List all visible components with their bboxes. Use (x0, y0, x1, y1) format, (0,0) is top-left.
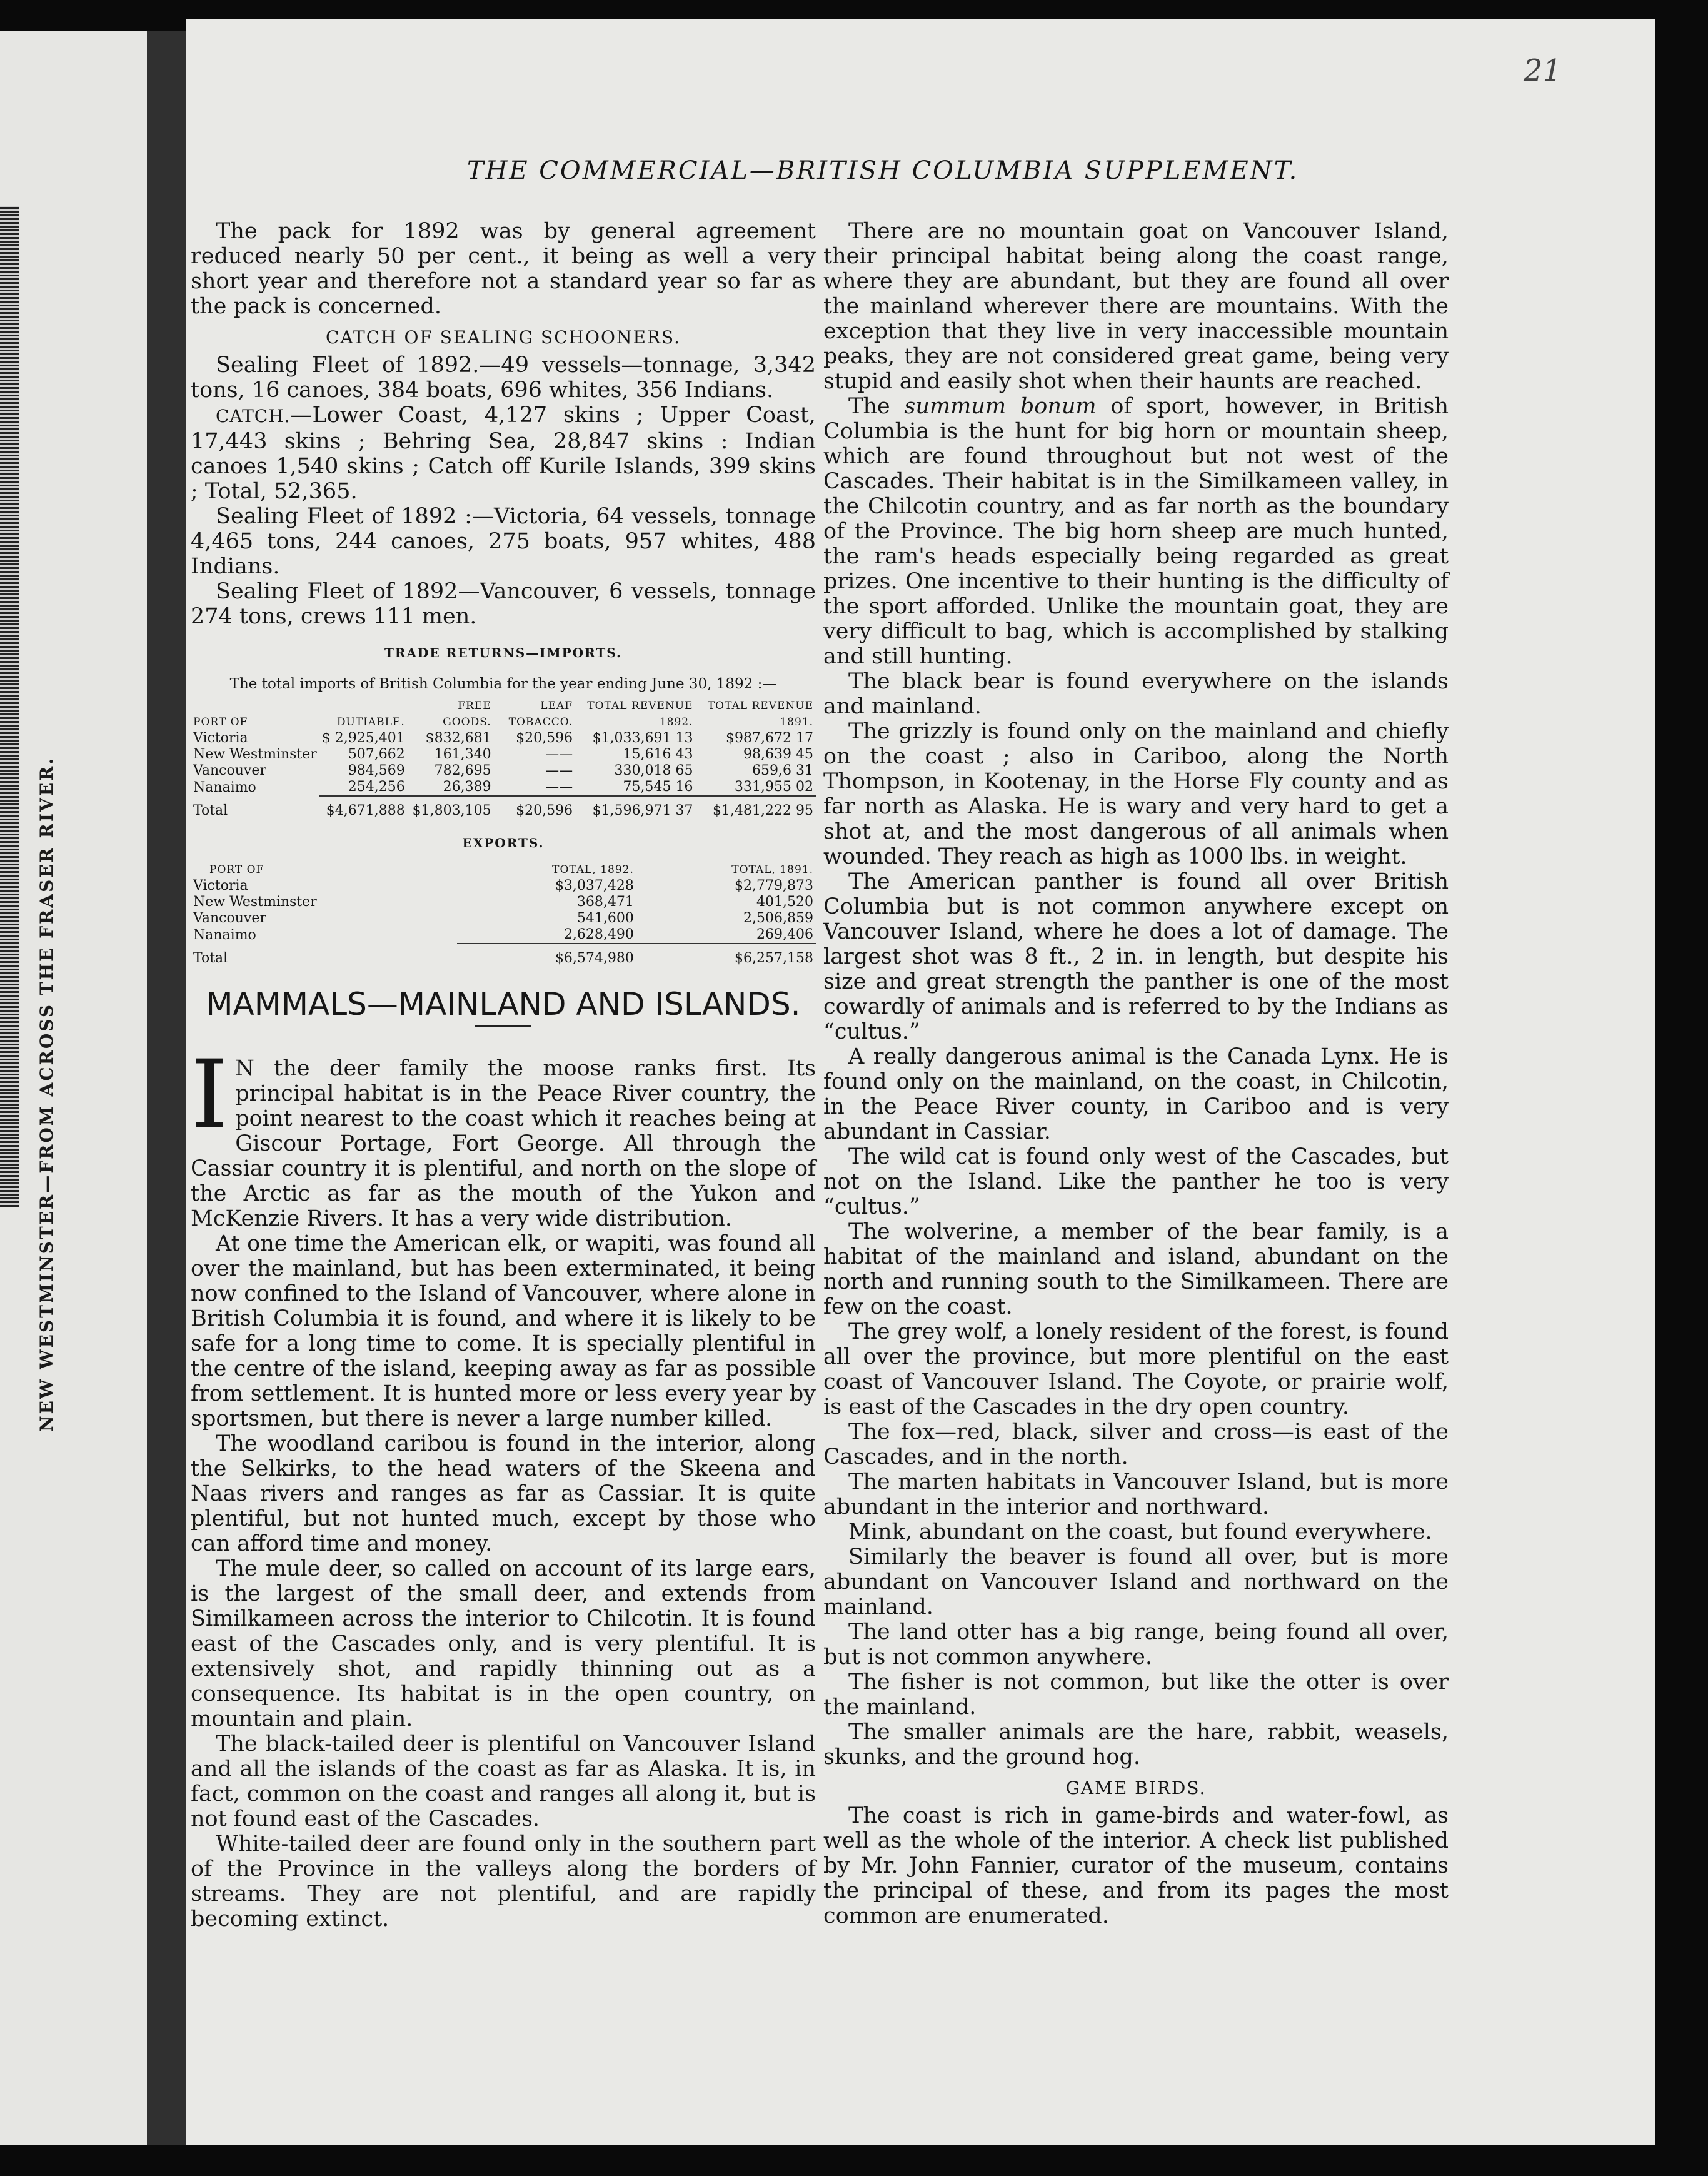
drop-cap: I (191, 1040, 228, 1149)
black-tailed-deer-paragraph: The black-tailed deer is plentiful on Vancouver Island and all the islands of the coast as far as Alaska. It is, in fact, common on the coast and ranges all along it, but is not found east of the Cascades. (191, 1731, 816, 1831)
exports-total-row (191, 944, 816, 967)
exports-table (191, 862, 816, 967)
table-cell: 75,545 16 (623, 779, 693, 795)
imports-table (191, 698, 816, 819)
table-cell: 659,6 31 (752, 763, 813, 778)
sheep-text-start: The (848, 394, 905, 419)
right-column (823, 219, 1449, 1928)
table-cell: 269,406 (756, 927, 813, 942)
table-row (191, 910, 816, 927)
table-cell: Vancouver (193, 910, 266, 926)
fisher-paragraph: The fisher is not common, but like the otter is over the mainland. (823, 1670, 1449, 1720)
table-cell: $1,033,691 13 (592, 730, 693, 746)
wolverine-paragraph: The wolverine, a member of the bear family, is a habitat of the mainland and island, abundant on the north and running south to the Similkameen. There are few on the coast. (823, 1219, 1449, 1319)
table-cell: Victoria (193, 878, 248, 894)
table-cell: $20,596 (516, 730, 573, 746)
table-cell: 26,389 (443, 779, 491, 795)
table-cell: 541,600 (576, 910, 634, 926)
table-cell: $987,672 17 (726, 730, 813, 746)
table-cell: 330,018 65 (614, 763, 693, 778)
imports-total-row (191, 796, 816, 819)
panther-paragraph: The American panther is found all over British Columbia but is not common anywhere except on Vancouver Island, where he does a lot of damage. The largest shot was 8 ft., 2 in. in length, but despite his size and great strength the panther is one of the most cowardly of animals and is referred to by the Indians as “cultus.” (823, 869, 1449, 1044)
table-cell: $1,803,105 (408, 796, 494, 819)
table-cell: $3,037,428 (555, 878, 634, 894)
table-row (191, 894, 816, 910)
exports-header-1892: TOTAL, 1892. (552, 864, 634, 876)
white-tailed-deer-paragraph: White-tailed deer are found only in the southern part of the Province in the valleys along the borders of streams. They are not plentiful, and are rapidly becoming extinct. (191, 1831, 816, 1932)
goat-paragraph: There are no mountain goat on Vancouver Island, their principal habitat being along the coast range, where they are abundant, but they are found all over the mainland wherever there are mountains. With the exception that they live in very inaccessible mountain peaks, they are not considered great game, being very stupid and easily shot when their haunts are reached. (823, 219, 1449, 394)
table-cell: $1,481,222 95 (696, 796, 816, 819)
facing-page (0, 31, 147, 2145)
table-row (191, 747, 816, 763)
table-cell: 15,616 43 (623, 747, 693, 762)
imports-header-free: FREE GOODS. (443, 700, 491, 728)
table-cell: New Westminster (193, 894, 317, 910)
page-gutter (147, 31, 186, 2145)
wild-cat-paragraph: The wild cat is found only west of the Cascades, but not on the Island. Like the panther he too is very “cultus.” (823, 1144, 1449, 1219)
table-cell: $832,681 (425, 730, 491, 746)
heading-rule (475, 1025, 531, 1027)
table-cell: $ 2,925,401 (321, 730, 405, 746)
wolf-paragraph: The grey wolf, a lonely resident of the forest, is found all over the province, but more plentiful on the east coast of Vancouver Island. The Coyote, or prairie wolf, is east of the Cascades in the dry open country. (823, 1319, 1449, 1419)
table-cell: —— (545, 779, 573, 795)
sealing-vancouver-paragraph: Sealing Fleet of 1892—Vancouver, 6 vessels, tonnage 274 tons, crews 111 men. (191, 579, 816, 629)
table-cell: —— (545, 747, 573, 762)
table-row (191, 878, 816, 894)
table-cell: 368,471 (576, 894, 634, 910)
running-header: THE COMMERCIAL—BRITISH COLUMBIA SUPPLEMENT. (466, 156, 1299, 185)
left-column (191, 219, 816, 1932)
table-cell: $20,596 (494, 796, 575, 819)
table-cell: 507,662 (348, 747, 405, 762)
page-number: 21 (1524, 53, 1562, 88)
table-cell: 2,506,859 (743, 910, 813, 926)
table-row (191, 730, 816, 747)
black-bear-paragraph: The black bear is found everywhere on the islands and mainland. (823, 669, 1449, 719)
marten-paragraph: The marten habitats in Vancouver Island, but is more abundant in the interior and northward. (823, 1469, 1449, 1519)
lynx-paragraph: A really dangerous animal is the Canada Lynx. He is found only on the mainland, on the coast, in Chilcotin, in the Peace River county, in Cariboo and is very abundant in Cassiar. (823, 1044, 1449, 1144)
intro-paragraph: The pack for 1892 was by general agreement reduced nearly 50 per cent., it being as well a very short year and therefore not a standard year so far as the pack is concerned. (191, 219, 816, 319)
mink-paragraph: Mink, abundant on the coast, but found everywhere. (848, 1519, 1432, 1544)
table-cell: $6,257,158 (636, 944, 816, 967)
facing-page-edge (0, 206, 19, 1207)
table-cell: 782,695 (434, 763, 491, 778)
table-cell: $2,779,873 (735, 878, 813, 894)
table-cell: $6,574,980 (457, 944, 636, 967)
table-cell: 254,256 (348, 779, 405, 795)
moose-paragraph (191, 1040, 816, 1231)
imports-header-rev1891: TOTAL REVENUE 1891. (707, 700, 813, 728)
table-cell: 98,639 45 (743, 747, 813, 762)
table-row (191, 927, 816, 944)
sealing-victoria-paragraph: Sealing Fleet of 1892 :—Victoria, 64 vessels, tonnage 4,465 tons, 244 canoes, 275 boats, 957 whites, 488 Indians. (191, 504, 816, 579)
exports-title: EXPORTS. (462, 835, 545, 850)
moose-text: N the deer family the moose ranks first. Its principal habitat is in the Peace River country, the point nearest to the coast which it reaches being at Giscour Portage, Fort George. All through the Cassiar country it is plentiful, and north on the slope of the Arctic as far as the mouth of the Yukon and McKenzie Rivers. It has a very wide distribution. (191, 1056, 816, 1231)
table-cell: Total (193, 950, 228, 966)
mule-deer-paragraph: The mule deer, so called on account of its large ears, is the largest of the small deer, and extends from Similkameen across the interior to Chilcotin. It is found east of the Cascades only, and is very plentiful. It is extensively shot, and rapidly thinning out as a consequence. Its habitat is in the open country, on mountain and plain. (191, 1556, 816, 1731)
imports-header-tobacco: LEAF TOBACCO. (508, 700, 573, 728)
table-row (191, 779, 816, 796)
table-cell: 331,955 02 (735, 779, 813, 795)
table-cell: 401,520 (756, 894, 813, 910)
smaller-animals-paragraph: The smaller animals are the hare, rabbit, weasels, skunks, and the ground hog. (823, 1720, 1449, 1770)
game-birds-title: GAME BIRDS. (1065, 1778, 1207, 1798)
caribou-paragraph: The woodland caribou is found in the interior, along the Selkirks, to the head waters of the Skeena and Naas rivers and ranges as far as Cassiar. It is quite plentiful, but not hunted much, except by those who can afford time and money. (191, 1431, 816, 1556)
table-cell: —— (545, 763, 573, 778)
exports-header-1891: TOTAL, 1891. (731, 864, 813, 876)
catch-label: CATCH. (216, 406, 291, 426)
otter-paragraph: The land otter has a big range, being found all over, but is not common anywhere. (823, 1619, 1449, 1670)
beaver-paragraph: Similarly the beaver is found all over, but is more abundant on Vancouver Island and northward on the mainland. (823, 1544, 1449, 1619)
table-cell: Vancouver (193, 763, 266, 778)
imports-header-port: PORT OF (193, 716, 248, 728)
imports-caption: The total imports of British Columbia for the year ending June 30, 1892 :— (229, 676, 777, 692)
table-cell: Victoria (193, 730, 248, 746)
elk-paragraph: At one time the American elk, or wapiti, was found all over the mainland, but has been exterminated, it being now confined to the Island of Vancouver, where alone in British Columbia it is found, and where it is likely to be safe for a long time to come. It is specially plentiful in the centre of the island, keeping away as far as possible from settlement. It is hunted more or less every year by sportsmen, but there is never a large number killed. (191, 1231, 816, 1431)
imports-header-rev1892: TOTAL REVENUE 1892. (587, 700, 693, 728)
exports-header-port: PORT OF (209, 864, 264, 876)
table-cell: $1,596,971 37 (575, 796, 695, 819)
catch-paragraph (191, 403, 816, 504)
sheep-text-rest: of sport, however, in British Columbia is the hunt for big horn or mountain sheep, which are found throughout but not west of the Cascades. Their habitat is in the Similkameen valley, in the Chilcotin country, and as far north as the boundary of the Province. The big horn sheep are much hunted, the ram's heads especially being regarded as great prizes. One incentive to their hunting is the difficulty of the sport afforded. Unlike the mountain goat, they are very difficult to bag, which is accomplished by stalking and still hunting. (823, 394, 1449, 669)
table-cell: 984,569 (348, 763, 405, 778)
table-row (191, 763, 816, 779)
table-cell: Nanaimo (193, 779, 256, 795)
sheep-italic-phrase: summum bonum (904, 394, 1097, 419)
sheep-paragraph (823, 394, 1449, 669)
imports-title: TRADE RETURNS—IMPORTS. (384, 645, 622, 660)
table-cell: $4,671,888 (319, 796, 408, 819)
sealing-title: CATCH OF SEALING SCHOONERS. (325, 327, 681, 348)
mammals-heading: MAMMALS—MAINLAND AND ISLANDS. (206, 986, 801, 1022)
table-cell: 161,340 (434, 747, 491, 762)
spine-caption: NEW WESTMINSTER—FROM ACROSS THE FRASER RIVER. (36, 756, 57, 1432)
sealing-fleet-paragraph: Sealing Fleet of 1892.—49 vessels—tonnage, 3,342 tons, 16 canoes, 384 boats, 696 whites, 356 Indians. (191, 353, 816, 403)
grizzly-paragraph: The grizzly is found only on the mainland and chiefly on the coast ; also in Cariboo, along the North Thompson, in Kootenay, in the Horse Fly county and as far north as Alaska. He is wary and very hard to get a shot at, and the most dangerous of all animals when wounded. They reach as high as 1000 lbs. in weight. (823, 719, 1449, 869)
table-cell: 2,628,490 (563, 927, 634, 942)
newspaper-page (186, 19, 1655, 2145)
fox-paragraph: The fox—red, black, silver and cross—is east of the Cascades, and in the north. (823, 1419, 1449, 1469)
table-cell: Nanaimo (193, 927, 256, 943)
game-birds-paragraph: The coast is rich in game-birds and water-fowl, as well as the whole of the interior. A check list published by Mr. John Fannier, curator of the museum, contains the principal of these, and from its pages the most common are enumerated. (823, 1803, 1449, 1928)
table-cell: Total (193, 802, 228, 819)
table-cell: New Westminster (193, 747, 317, 762)
imports-header-dutiable: DUTIABLE. (336, 716, 405, 728)
catch-text: —Lower Coast, 4,127 skins ; Upper Coast, 17,443 skins ; Behring Sea, 28,847 skins : Indian canoes 1,540 skins ; Catch off Kurile Islands, 399 skins ; Total, 52,365. (191, 403, 816, 504)
